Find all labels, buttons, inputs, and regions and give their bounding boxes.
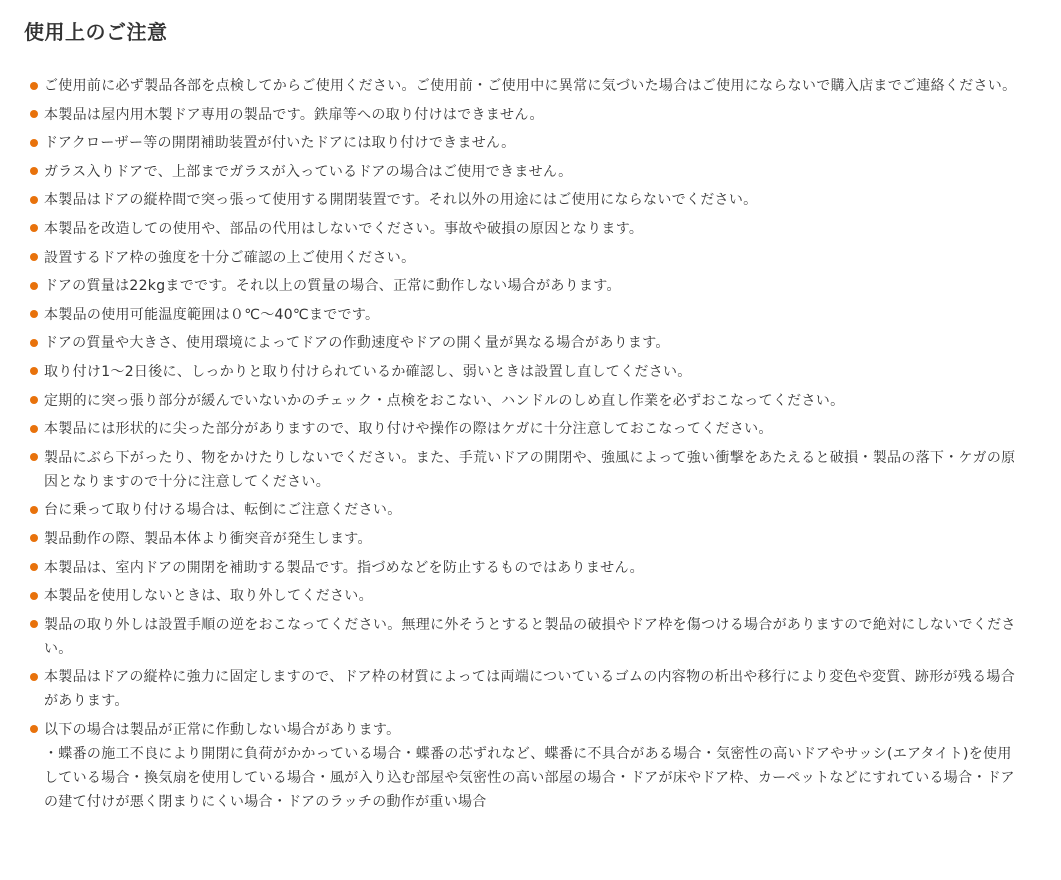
page-title: 使用上のご注意 [24,20,168,44]
note-text: ガラス入りドアで、上部までガラスが入っているドアの場合はご使用できません。 [44,163,573,180]
list-item [24,556,1021,580]
list-item [24,665,1021,713]
note-text: 本製品には形状的に尖った部分がありますので、取り付けや操作の際はケガに十分注意しておこなってください。 [44,421,773,438]
list-item [24,718,1021,814]
bullet-dot-icon [30,282,38,290]
list-item [24,160,1021,184]
bullet-dot-icon [30,167,38,175]
note-text: ドアクローザー等の開閉補助装置が付いたドアには取り付けできません。 [44,135,516,152]
bullet-dot-icon [30,310,38,318]
bullet-dot-icon [30,506,38,514]
caution-list [24,74,1021,814]
bullet-dot-icon [30,453,38,461]
list-item [24,103,1021,127]
list-item [24,584,1021,608]
list-item [24,303,1021,327]
bullet-dot-icon [30,396,38,404]
list-item [24,274,1021,298]
bullet-dot-icon [30,673,38,681]
note-text: 本製品は屋内用木製ドア専用の製品です。鉄扉等への取り付けはできません。 [44,106,544,123]
bullet-dot-icon [30,82,38,90]
list-item [24,246,1021,270]
note-text: 取り付け1～2日後に、しっかりと取り付けられているか確認し、弱いときは設置し直してください。 [44,363,692,380]
list-item [24,417,1021,441]
bullet-dot-icon [30,339,38,347]
list-item [24,360,1021,384]
list-item [24,498,1021,522]
note-text: 本製品は、室内ドアの開閉を補助する製品です。指づめなどを防止するものではありません。 [44,559,644,576]
note-text: 以下の場合は製品が正常に作動しない場合があります。 [44,721,401,738]
list-item [24,331,1021,355]
note-text: ご使用前に必ず製品各部を点検してからご使用ください。ご使用前・ご使用中に異常に気づいた場合はご使用にならないで購入店までご連絡ください。 [44,78,1017,94]
note-text: 本製品を使用しないときは、取り外してください。 [44,588,373,605]
bullet-dot-icon [30,139,38,147]
note-detail-text: ・蝶番の施工不良により開閉に負荷がかかっている場合・蝶番の芯ずれなど、蝶番に不具合がある場合・気密性の高いドアやサッシ(エアタイト)を使用している場合・換気扇を使用している場合・風が入り込む部屋や気密性の高い部屋の場合・ドアが床やドア枠、カーペットなどにすれている場合・ドアの建て付けが悪く閉まりにくい場合・ドアのラッチの動作が重い場合 [44,745,1015,810]
bullet-dot-icon [30,224,38,232]
bullet-dot-icon [30,367,38,375]
note-text: 本製品はドアの縦枠間で突っ張って使用する開閉装置です。それ以外の用途にはご使用にならないでください。 [44,192,758,209]
bullet-dot-icon [30,534,38,542]
note-text: 製品にぶら下がったり、物をかけたりしないでください。また、手荒いドアの開閉や、強風によって強い衝撃をあたえると破損・製品の落下・ケガの原因となりますので十分に注意してください。 [44,449,1016,490]
note-text: 製品動作の際、製品本体より衝突音が発生します。 [44,530,372,547]
list-item [24,446,1021,494]
note-text: 設置するドア枠の強度を十分ご確認の上ご使用ください。 [44,249,416,266]
list-item [24,131,1021,155]
note-text: 製品の取り外しは設置手順の逆をおこなってください。無理に外そうとすると製品の破損やドア枠を傷つける場合がありますので絶対にしないでください。 [44,616,1016,657]
bullet-dot-icon [30,620,38,628]
list-item [24,613,1021,661]
list-item [24,188,1021,212]
note-text: 本製品を改造しての使用や、部品の代用はしないでください。事故や破損の原因となります。 [44,220,644,237]
note-text: 台に乗って取り付ける場合は、転倒にご注意ください。 [44,502,402,519]
list-item [24,217,1021,241]
bullet-dot-icon [30,592,38,600]
bullet-dot-icon [30,253,38,261]
list-item [24,527,1021,551]
note-text: ドアの質量や大きさ、使用環境によってドアの作動速度やドアの開く量が異なる場合があります。 [44,335,670,352]
bullet-dot-icon [30,110,38,118]
list-item [24,389,1021,413]
bullet-dot-icon [30,725,38,733]
bullet-dot-icon [30,425,38,433]
note-text: ドアの質量は22kgまでです。それ以上の質量の場合、正常に動作しない場合があります。 [44,278,621,295]
note-text: 本製品の使用可能温度範囲は０℃～40℃までです。 [44,306,380,323]
note-text: 本製品はドアの縦枠に強力に固定しますので、ドア枠の材質によっては両端についているゴムの内容物の析出や移行により変色や変質、跡形が残る場合があります。 [44,669,1015,710]
list-item [24,74,1021,98]
note-text: 定期的に突っ張り部分が緩んでいないかのチェック・点検をおこない、ハンドルのしめ直し作業を必ずおこなってください。 [44,392,845,409]
bullet-dot-icon [30,196,38,204]
bullet-dot-icon [30,563,38,571]
